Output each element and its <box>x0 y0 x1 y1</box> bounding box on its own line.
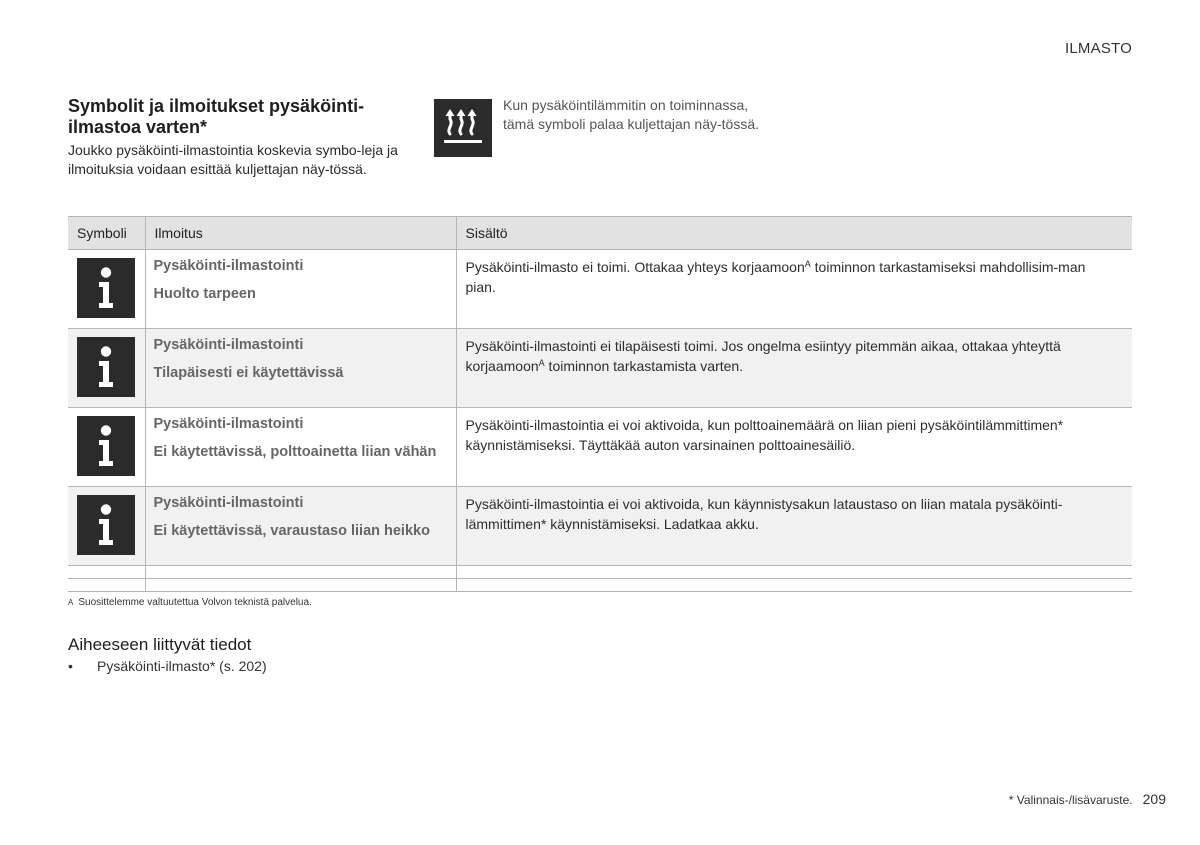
message-cell <box>145 487 456 566</box>
related-link[interactable]: Pysäköinti-ilmasto* (s. 202) <box>97 658 267 674</box>
symbol-cell <box>68 487 145 566</box>
table-row <box>68 329 1132 408</box>
column-header-content: Sisältö <box>456 217 1132 250</box>
empty-cell <box>145 579 456 592</box>
footnote-mark: A <box>68 598 74 607</box>
table-row <box>68 487 1132 566</box>
content-cell <box>456 250 1132 329</box>
heater-icon <box>434 99 492 157</box>
content-cell <box>456 329 1132 408</box>
column-header-symbol: Symboli <box>68 217 145 250</box>
bullet-icon: • <box>68 658 73 674</box>
content-text-continued: toiminnon tarkastamiseksi mahdollisim-man pian. <box>465 259 1086 295</box>
table-row <box>68 250 1132 329</box>
footnote-text: Suosittelemme valtuutettua Volvon teknistä palvelua. <box>78 597 312 608</box>
symbol-cell <box>68 329 145 408</box>
related-info-heading: Aiheeseen liittyvät tiedot <box>68 635 252 654</box>
intro-paragraph: Joukko pysäköinti-ilmastointia koskevia symbo-leja ja ilmoituksia voidaan esittää kuljettajan näy-tössä. <box>68 142 398 177</box>
empty-cell <box>145 566 456 579</box>
info-icon <box>77 258 135 318</box>
message-detail: Huolto tarpeen <box>153 286 256 302</box>
content-text-continued: toiminnon tarkastamista varten. <box>544 358 744 374</box>
table-header-row <box>68 217 1132 250</box>
page-number: 209 <box>1142 791 1166 807</box>
column-header-message: Ilmoitus <box>145 217 456 250</box>
footnote-marker: A <box>804 259 811 269</box>
message-cell <box>145 408 456 487</box>
page-title: Symbolit ja ilmoitukset pysäköinti-ilmastoa varten* <box>68 96 365 137</box>
empty-row <box>68 579 1132 592</box>
symbol-cell <box>68 250 145 329</box>
message-detail: Ei käytettävissä, varaustaso liian heikko <box>153 523 430 539</box>
empty-cell <box>68 579 145 592</box>
info-icon <box>77 495 135 555</box>
empty-cell <box>68 566 145 579</box>
optional-equipment-note: * Valinnais-/lisävaruste. <box>1008 793 1133 807</box>
content-cell <box>456 487 1132 566</box>
table-row <box>68 408 1132 487</box>
info-icon <box>77 416 135 476</box>
content-text: Pysäköinti-ilmastointia ei voi aktivoida, kun käynnistysakun lataustaso on liian matala pysäköinti-lämmittimen* käynnistämiseksi. Ladatkaa akku. <box>465 496 1063 532</box>
message-detail: Tilapäisesti ei käytettävissä <box>153 365 344 381</box>
message-title: Pysäköinti-ilmastointi <box>153 258 304 274</box>
message-cell <box>145 329 456 408</box>
footnote-marker: A <box>538 358 545 368</box>
empty-cell <box>456 566 1132 579</box>
message-cell <box>145 250 456 329</box>
messages-table <box>68 216 1132 592</box>
message-title: Pysäköinti-ilmastointi <box>153 337 304 353</box>
symbol-cell <box>68 408 145 487</box>
content-text: Pysäköinti-ilmasto ei toimi. Ottakaa yhteys korjaamoon <box>465 259 805 275</box>
section-header: ILMASTO <box>1065 40 1132 57</box>
empty-row <box>68 566 1132 579</box>
info-icon <box>77 337 135 397</box>
page-footer <box>1009 791 1166 807</box>
content-text: Pysäköinti-ilmastointia ei voi aktivoida, kun polttoainemäärä on liian pieni pysäköintilämmittimen* käynnistämiseksi. Täyttäkää auton varsinainen polttoainesäiliö. <box>465 417 1064 453</box>
footnote <box>68 597 312 608</box>
related-info-item[interactable] <box>68 658 267 674</box>
message-detail: Ei käytettävissä, polttoainetta liian vähän <box>153 444 437 460</box>
content-cell <box>456 408 1132 487</box>
content-text: Pysäköinti-ilmastointi ei tilapäisesti toimi. Jos ongelma esiintyy pitemmän aikaa, ottakaa yhteyttä korjaamoon <box>465 338 1061 374</box>
message-title: Pysäköinti-ilmastointi <box>153 495 304 511</box>
heater-description: Kun pysäköintilämmitin on toiminnassa, tämä symboli palaa kuljettajan näy-tössä. <box>503 97 760 132</box>
message-title: Pysäköinti-ilmastointi <box>153 416 304 432</box>
empty-cell <box>456 579 1132 592</box>
